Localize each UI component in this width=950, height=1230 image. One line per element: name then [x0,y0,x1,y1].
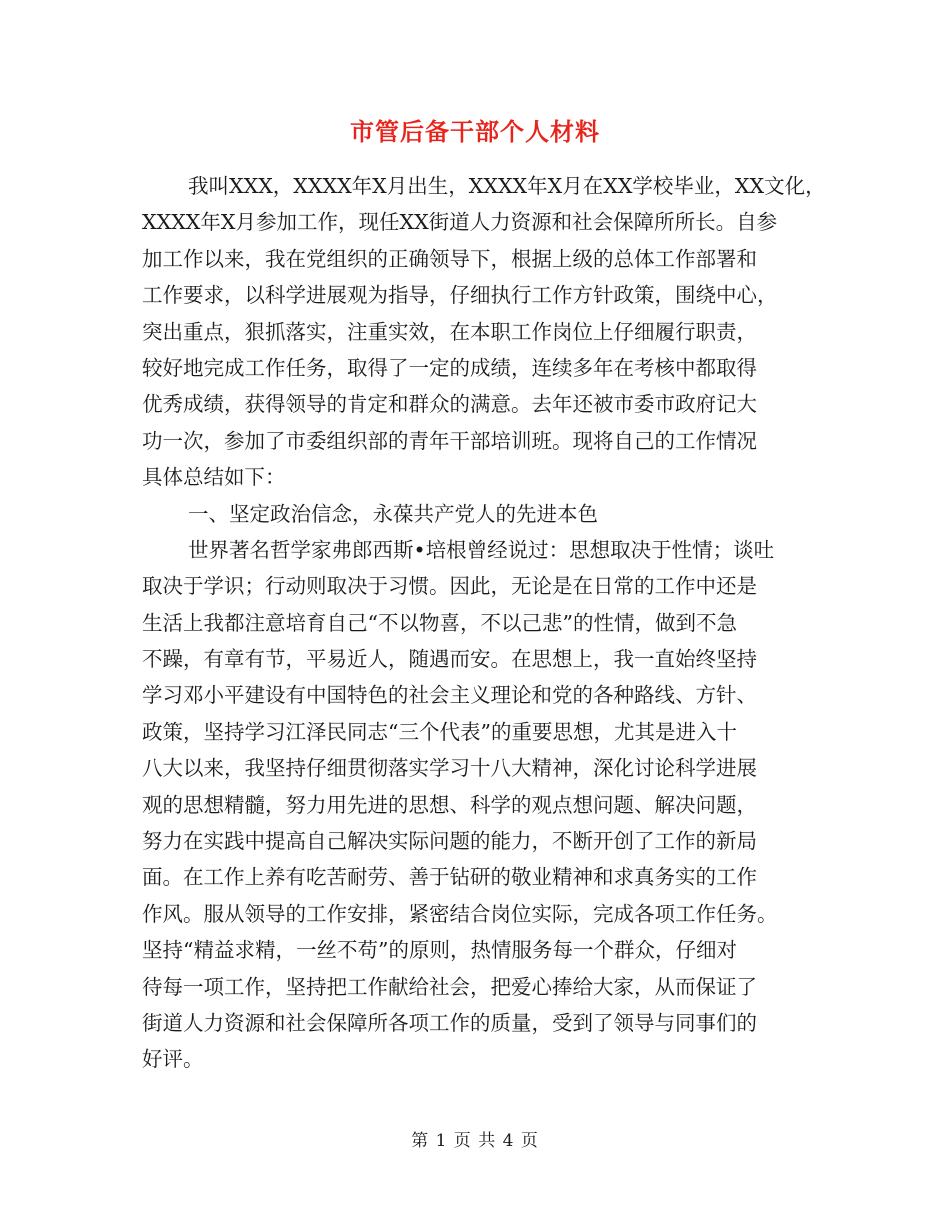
body-line: 优秀成绩，获得领导的肯定和群众的满意。去年还被市委市政府记大 [142,392,757,417]
body-line: XXXX年X月参加工作，现任XX街道人力资源和社会保障所所长。自参 [142,210,778,235]
body-line: 待每一项工作，坚持把工作献给社会，把爱心捧给大家，从而保证了 [142,974,757,999]
body-line: 不躁，有章有节，平易近人，随遇而安。在思想上，我一直始终坚持 [142,647,757,672]
body-line: 工作要求，以科学进展观为指导，仔细执行工作方针政策，围绕中心， [142,283,778,308]
page-number-footer: 第 1 页 共 4 页 [411,1131,539,1151]
section-heading: 一、坚定政治信念，永葆共产党人的先进本色 [188,501,598,526]
body-line: 生活上我都注意培育自己“不以物喜，不以己悲”的性情，做到不急 [142,610,737,635]
body-line: 观的思想精髓，努力用先进的思想、科学的观点想问题、解决问题， [142,792,757,817]
body-line: 学习邓小平建设有中国特色的社会主义理论和党的各种路线、方针、 [142,683,757,708]
body-line: 八大以来，我坚持仔细贯彻落实学习十八大精神，深化讨论科学进展 [142,756,757,781]
body-line: 作风。服从领导的工作安排，紧密结合岗位实际，完成各项工作任务。 [142,901,778,926]
body-line: 努力在实践中提高自己解决实际问题的能力，不断开创了工作的新局 [142,829,757,854]
body-line: 世界著名哲学家弗郎西斯•培根曾经说过：思想取决于性情；谈吐 [188,537,775,562]
body-line: 坚持“精益求精，一丝不苟”的原则，热情服务每一个群众，仔细对 [142,938,737,963]
document-title: 市管后备干部个人材料 [350,117,600,146]
body-line: 加工作以来，我在党组织的正确领导下，根据上级的总体工作部署和 [142,246,757,271]
body-line: 街道人力资源和社会保障所各项工作的质量，受到了领导与同事们的 [142,1010,757,1035]
body-line: 我叫XXX，XXXX年X月出生，XXXX年X月在XX学校毕业，XX文化， [188,174,826,198]
body-line: 功一次，参加了市委组织部的青年干部培训班。现将自己的工作情况 [142,428,757,453]
document-body [142,168,826,1078]
body-line: 面。在工作上养有吃苦耐劳、善于钻研的敬业精神和求真务实的工作 [142,865,757,890]
body-line: 较好地完成工作任务，取得了一定的成绩，连续多年在考核中都取得 [142,355,757,380]
body-line: 突出重点，狠抓落实，注重实效，在本职工作岗位上仔细履行职责， [142,319,757,344]
body-line: 政策，坚持学习江泽民同志“三个代表”的重要思想，尤其是进入十 [142,719,737,744]
body-line: 好评。 [142,1047,204,1072]
body-line: 取决于学识；行动则取决于习惯。因此，无论是在日常的工作中还是 [142,574,757,599]
body-line: 具体总结如下： [142,465,286,490]
